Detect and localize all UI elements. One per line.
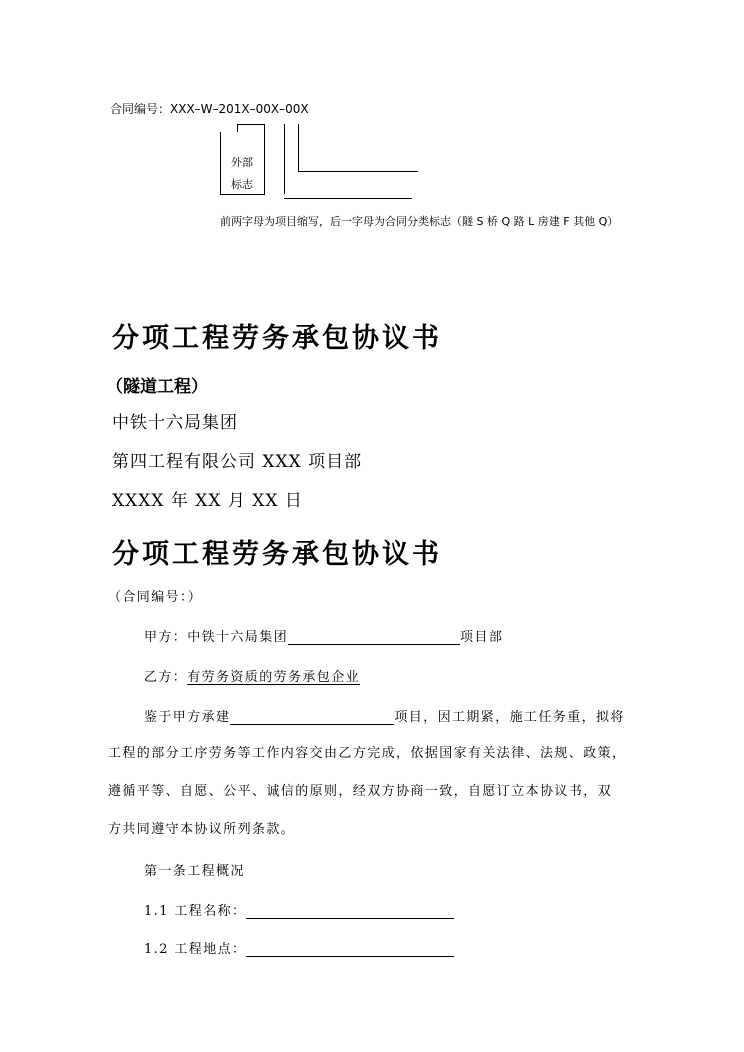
bracket-line [264,124,265,194]
bracket-line [298,124,299,171]
paragraph-line: 遵循平等、自愿、公平、诚信的原则，经双方协商一致，自愿订立本协议书，双 [108,784,613,799]
bracket-line [284,124,285,194]
party-a-suffix: 项目部 [460,630,504,645]
company-name: 中铁十六局集团 [112,413,238,433]
party-a-label: 甲方：中铁十六局集团 [144,630,289,645]
item-label: 1.1 工程名称： [144,904,247,919]
contract-no-field: （合同编号：） [108,590,203,605]
project-name-blank [246,904,454,919]
party-a [144,626,503,645]
party-b-label: 乙方： [144,670,188,685]
party-b [144,666,360,685]
paragraph-start: 鉴于甲方承建 [144,710,231,725]
paragraph-mid: 项目，因工期紧，施工任务重，拟将 [394,710,625,725]
paragraph-line: 工程的部分工序劳务等工作内容交由乙方完成，依据国家有关法律、法规、政策， [108,746,627,761]
cover-subtitle: （隧道工程） [106,377,208,397]
bracket-line [237,124,238,132]
agreement-title: 分项工程劳务承包协议书 [112,539,442,570]
bracket-line [284,198,412,199]
project-location-blank [246,942,454,957]
article-heading: 第一条工程概况 [144,864,245,879]
party-b-value: 有劳务资质的劳务承包企业 [187,670,361,685]
bracket-line [298,171,418,172]
company-branch: 第四工程有限公司 XXX 项目部 [112,452,363,472]
bracket-line [237,124,265,125]
abbreviation-note: 前两字母为项目缩写，后一字母为合同分类标志（隧 S 桥 Q 路 L 房建 F 其他 Q） [220,215,619,228]
paragraph-line [144,706,625,725]
bracket-line [220,132,221,194]
party-a-blank [288,630,460,645]
contract-number: 合同编号：XXX–W–201X–00X–00X [110,102,309,116]
item-project-name [144,900,454,919]
item-label: 1.2 工程地点： [144,942,247,957]
item-project-location [144,938,454,957]
cover-title: 分项工程劳务承包协议书 [112,323,442,354]
mark-label: 标志 [231,178,253,191]
bracket-line [220,194,265,195]
mark-label: 外部 [231,156,253,169]
paragraph-line: 方共同遵守本协议所列条款。 [108,822,296,837]
cover-date: XXXX 年 XX 月 XX 日 [112,491,303,511]
project-blank [230,710,394,725]
